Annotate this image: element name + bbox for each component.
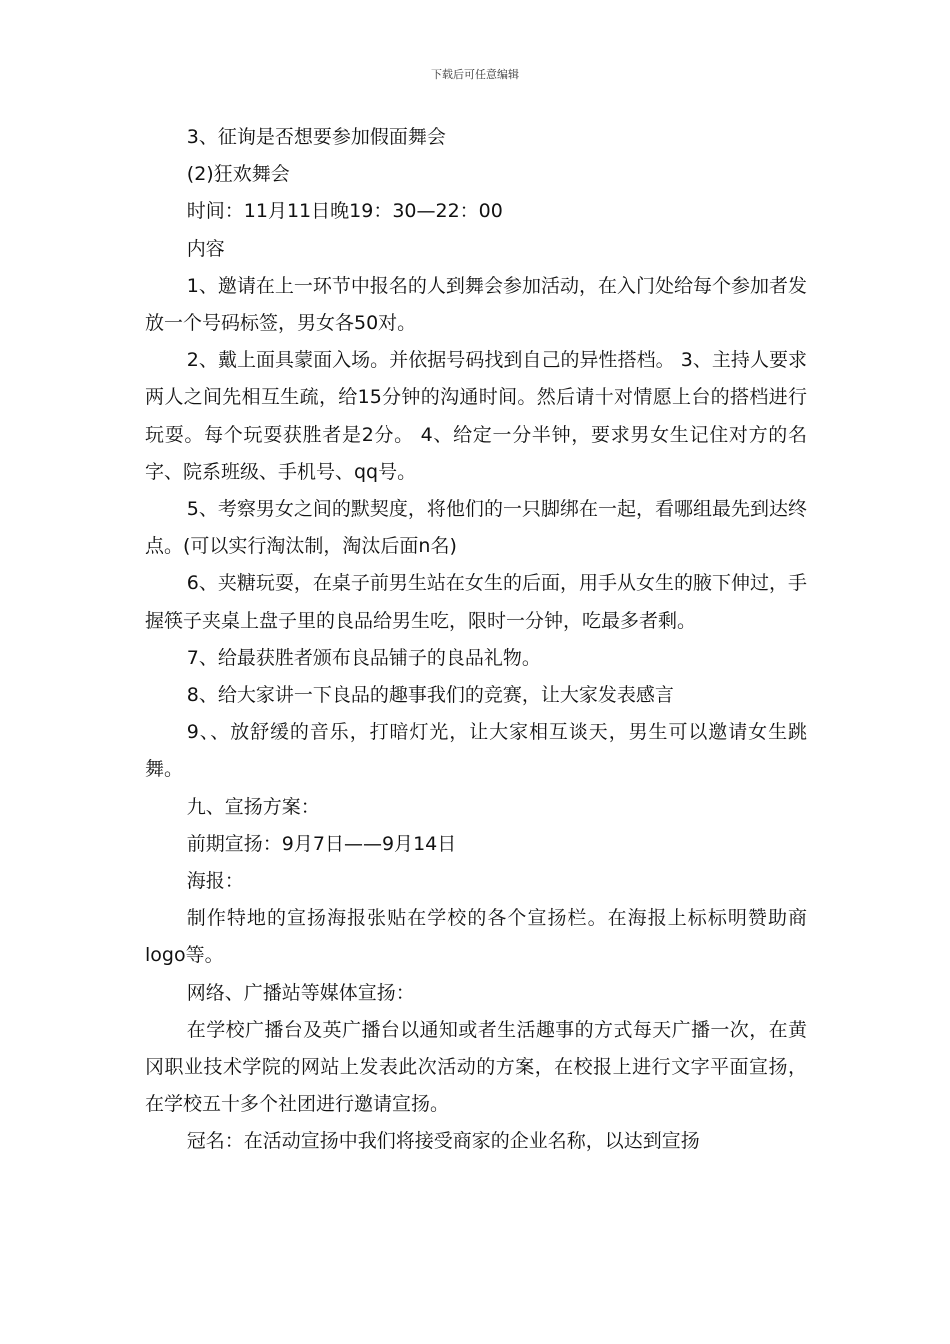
paragraph: 网络、广播站等媒体宣扬： <box>186 981 415 1004</box>
paragraph: 2、戴上面具蒙面入场。并依据号码找到自己的异性搭档。 3、主持人要求两人之间先相互生疏，给15分钟的沟通时间。然后请十对情愿上台的搭档进行玩耍。每个玩耍获胜者是2分。 4、给定一分半钟，要求男女生记住对方的名字、院系班级、手机号、qq号。 <box>145 349 807 483</box>
paragraph: 制作特地的宣扬海报张贴在学校的各个宣扬栏。在海报上标标明赞助商logo等。 <box>145 907 807 967</box>
paragraph: 内容 <box>186 237 225 260</box>
document-body <box>145 119 807 1161</box>
paragraph: 5、考察男女之间的默契度，将他们的一只脚绑在一起，看哪组最先到达终点。(可以实行淘汰制，淘汰后面n名) <box>145 498 807 558</box>
paragraph: (2)狂欢舞会 <box>186 163 290 186</box>
paragraph: 在学校广播台及英广播台以通知或者生活趣事的方式每天广播一次，在黄冈职业技术学院的网站上发表此次活动的方案，在校报上进行文字平面宣扬，在学校五十多个社团进行邀请宣扬。 <box>145 1018 807 1116</box>
page-header: 下载后可任意编辑 <box>431 68 519 81</box>
paragraph: 7、给最获胜者颁布良品铺子的良品礼物。 <box>186 646 541 669</box>
paragraph: 6、夹糖玩耍，在桌子前男生站在女生的后面，用手从女生的腋下伸过，手握筷子夹桌上盘子里的良品给男生吃，限时一分钟，吃最多者剩。 <box>145 572 807 632</box>
paragraph: 1、邀请在上一环节中报名的人到舞会参加活动，在入门处给每个参加者发放一个号码标签，男女各50对。 <box>145 274 807 335</box>
paragraph: 8、给大家讲一下良品的趣事我们的竞赛，让大家发表感言 <box>186 684 674 707</box>
paragraph: 时间：11月11日晚19：30—22：00 <box>186 200 503 223</box>
paragraph: 前期宣扬：9月7日——9月14日 <box>186 832 457 855</box>
paragraph: 冠名：在活动宣扬中我们将接受商家的企业名称，以达到宣扬 <box>186 1130 700 1153</box>
paragraph: 海报： <box>186 870 244 893</box>
paragraph: 九、宣扬方案： <box>186 795 320 818</box>
paragraph: 3、征询是否想要参加假面舞会 <box>186 126 446 148</box>
paragraph: 9、、放舒缓的音乐，打暗灯光，让大家相互谈天，男生可以邀请女生跳舞。 <box>145 721 807 781</box>
